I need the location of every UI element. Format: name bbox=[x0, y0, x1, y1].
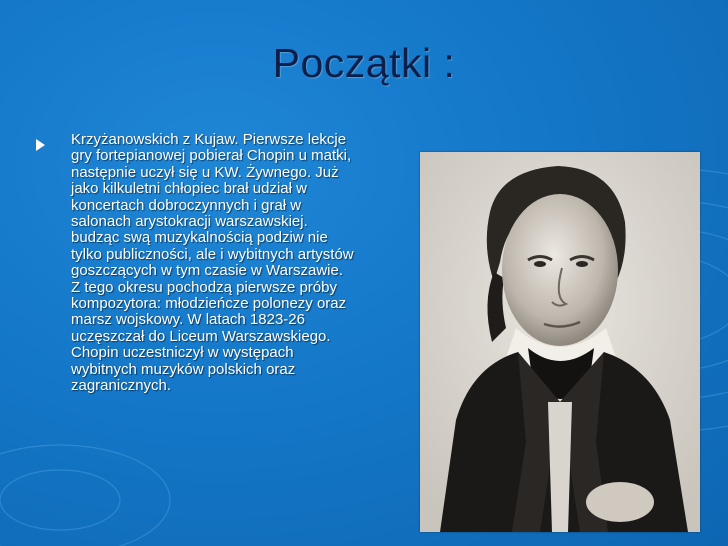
portrait-photo bbox=[420, 152, 700, 532]
slide-body-text: Krzyżanowskich z Kujaw. Pierwsze lekcje gry fortepianowej pobierał Chopin u matki, następnie uczył się u KW. Żywnego. Już jako kilkuletni chłopiec brał udział w koncertach dobroczynnych i grał w salonach arystokracji warszawskiej. budząc swą muzykalnością podziw nie tylko publiczności, ale i wybitnych artystów goszczących w tym czasie w Warszawie. Z tego okresu pochodzą pierwsze próby kompozytora: młodzieńcze polonezy oraz marsz wojskowy. W latach 1823-26 uczęszczał do Liceum Warszawskiego. Chopin uczestniczył w występach wybitnych muzyków polskich oraz zagranicznych. bbox=[71, 131, 354, 395]
arrow-bullet-icon bbox=[36, 139, 45, 151]
slide-title: Początki : bbox=[272, 40, 456, 86]
